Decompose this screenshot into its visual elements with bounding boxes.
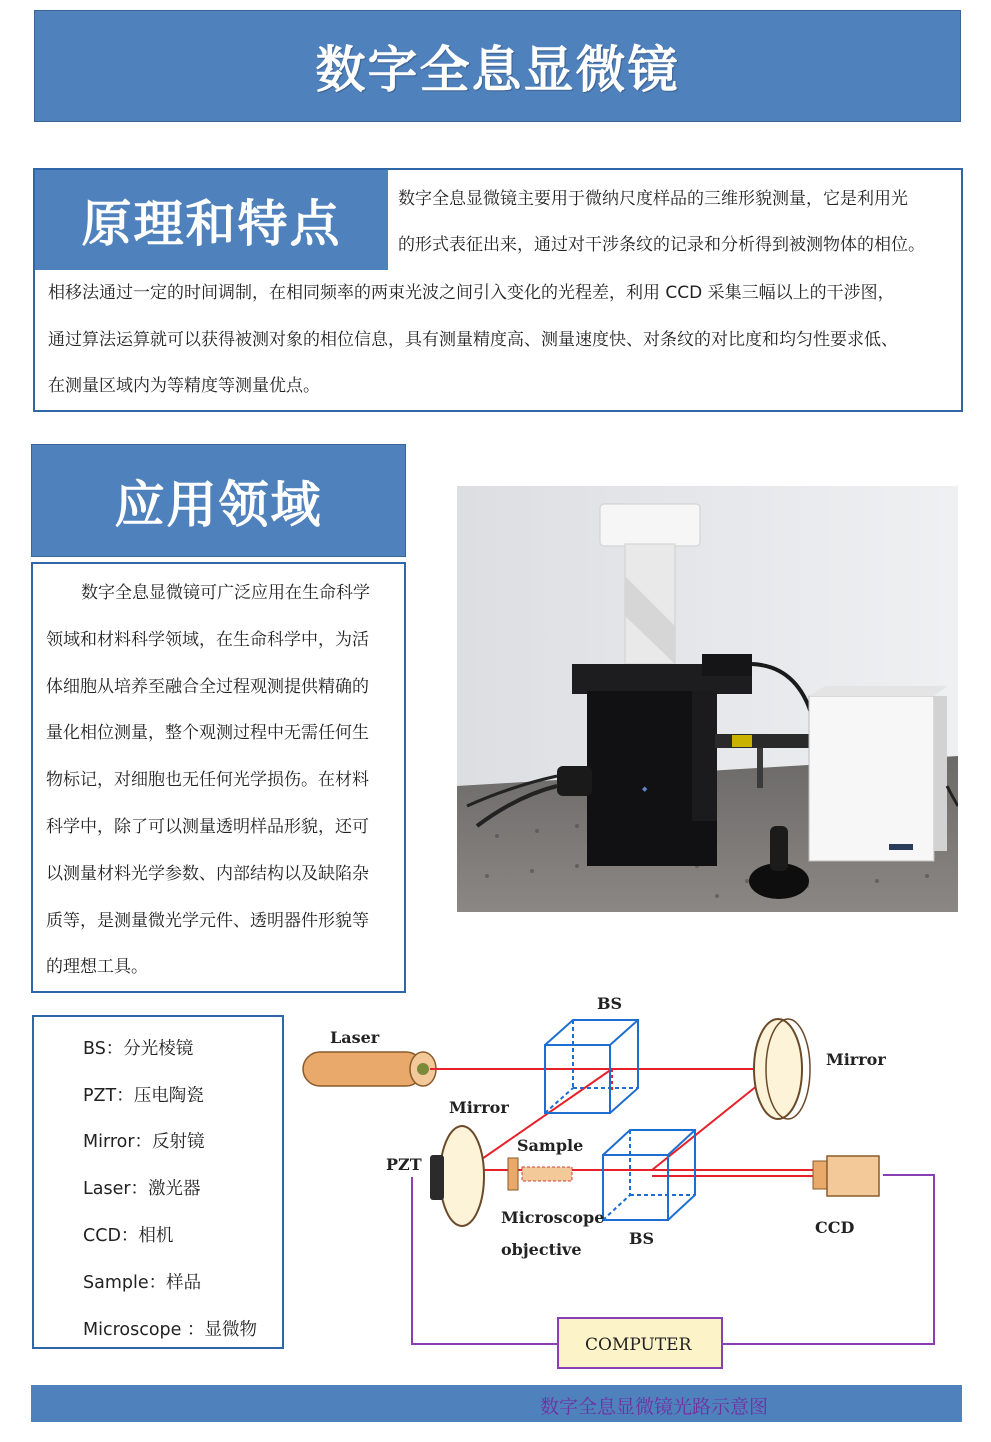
principle-line-2: 的形式表征出来，通过对干涉条纹的记录和分析得到被测物体的相位。 [398, 235, 925, 255]
ccd-camera [813, 1156, 879, 1196]
legend-item-microscope: Microscope ：显微物 [83, 1320, 257, 1340]
footer-bar [31, 1385, 962, 1422]
principle-line-3: 相移法通过一定的时间调制，在相同频率的两束光波之间引入变化的光程差，利用 CCD 采集三幅以上的干涉图， [48, 283, 895, 303]
applications-line-6: 科学中，除了可以测量透明样品形貌，还可 [46, 816, 369, 837]
label-computer: COMPUTER [585, 1335, 692, 1355]
applications-line-5: 物标记，对细胞也无任何光学损伤。在材料 [46, 770, 369, 791]
principle-line-1: 数字全息显微镜主要用于微纳尺度样品的三维形貌测量，它是利用光 [398, 189, 908, 209]
mirror-left [430, 1126, 484, 1226]
label-mirror-right: Mirror [826, 1050, 886, 1069]
label-sample: Sample [517, 1136, 584, 1155]
applications-line-7: 以测量材料光学参数、内部结构以及缺陷杂 [46, 863, 369, 884]
applications-line-8: 质等，是测量微光学元件、透明器件形貌等 [46, 910, 369, 931]
page-title: 数字全息显微镜 [315, 41, 680, 99]
applications-heading: 应用领域 [114, 475, 323, 534]
legend-item-laser: Laser：激光器 [83, 1179, 201, 1199]
label-bs-bottom: BS [629, 1229, 655, 1248]
applications-line-4: 量化相位测量，整个观测过程中无需任何生 [46, 723, 369, 744]
microscope-photo [457, 486, 958, 912]
sample-objective [508, 1158, 572, 1190]
principle-line-5: 在测量区域内为等精度等测量优点。 [48, 376, 320, 396]
label-mirror-left: Mirror [449, 1098, 509, 1117]
laser-unit [303, 1052, 436, 1086]
label-laser: Laser [330, 1028, 380, 1047]
applications-line-3: 体细胞从培养至融合全过程观测提供精确的 [46, 676, 369, 697]
legend-item-mirror: Mirror：反射镜 [83, 1132, 205, 1152]
svg-text:◆: ◆ [642, 785, 648, 793]
legend-item-pzt: PZT：压电陶瓷 [83, 1086, 204, 1106]
principle-heading: 原理和特点 [81, 195, 342, 253]
applications-heading-block [31, 444, 406, 557]
applications-text [46, 570, 396, 991]
label-bs-top: BS [597, 994, 623, 1013]
bs-top-cube [545, 1020, 638, 1113]
legend-item-ccd: CCD：相机 [83, 1226, 174, 1246]
label-microscope: Microscope [501, 1208, 605, 1227]
label-objective: objective [501, 1240, 582, 1259]
legend-item-sample: Sample：样品 [83, 1273, 202, 1293]
page-title-bar [34, 10, 961, 122]
label-pzt: PZT [386, 1155, 422, 1174]
applications-line-9: 的理想工具。 [46, 957, 148, 978]
principle-line-4: 通过算法运算就可以获得被测对象的相位信息，具有测量精度高、测量速度快、对条纹的对比度和均匀性要求低、 [48, 330, 898, 350]
applications-line-2: 领域和材料科学领域，在生命科学中，为活 [46, 629, 369, 650]
principle-heading-block [35, 170, 388, 270]
mirror-right [754, 1019, 810, 1119]
optical-path-diagram [290, 990, 950, 1380]
legend-item-bs: BS：分光棱镜 [83, 1039, 194, 1059]
diagram-caption: 数字全息显微镜光路示意图 [540, 1396, 769, 1418]
applications-line-1: 数字全息显微镜可广泛应用在生命科学 [81, 583, 370, 603]
label-ccd: CCD [815, 1218, 855, 1237]
